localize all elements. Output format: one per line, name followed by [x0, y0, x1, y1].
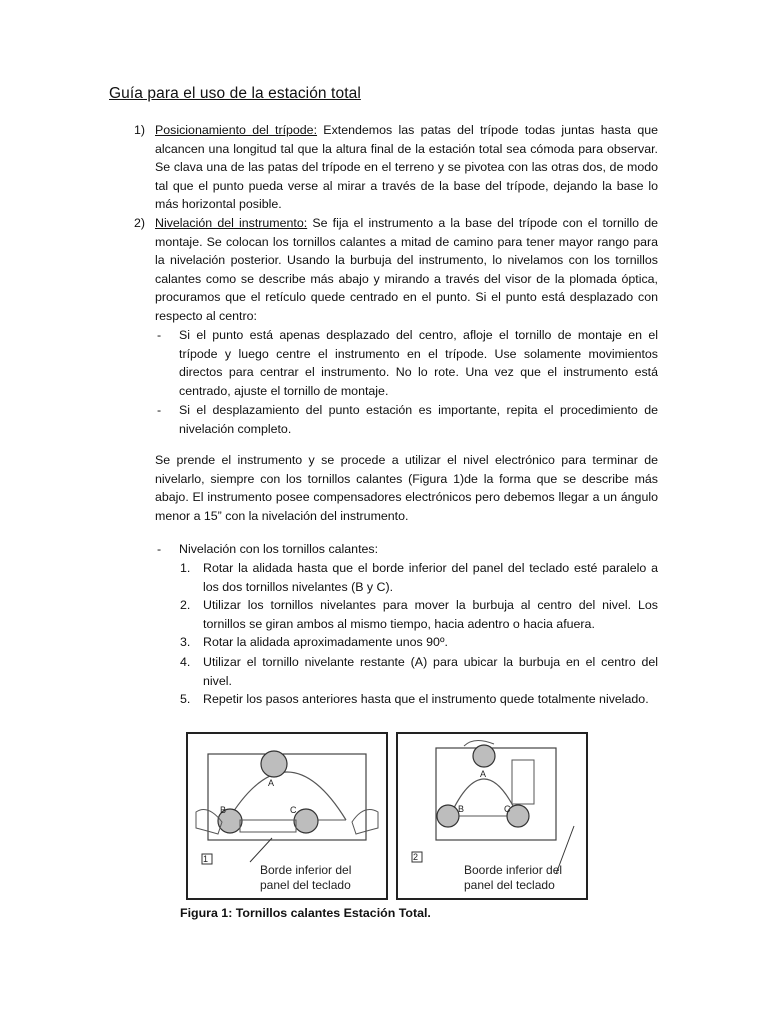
figure-label-line-2: panel del teclado — [464, 878, 555, 892]
screw-label-b: B — [220, 805, 227, 815]
step-number: 1. — [180, 561, 191, 575]
figure-tag: 1 — [203, 854, 209, 864]
screw-label-c: C — [504, 804, 511, 814]
list-item: Si el punto está apenas desplazado del centro, afloje el tornillo de montaje en el trípode y luego centre el instrumento en el trípode. Use solamente movimientos directos para centrar el instrumento. No lo rote. Una vez que el instrumento está centrado, ajuste el tornillo de montaje. — [179, 328, 658, 398]
screw-label-c: C — [290, 805, 297, 815]
bullet-dash: - — [157, 328, 162, 342]
step-number: 2. — [180, 598, 191, 612]
figure-label-line-2: panel del teclado — [260, 878, 351, 892]
screw-label-b: B — [458, 804, 465, 814]
figure-caption: Figura 1: Tornillos calantes Estación Total. — [180, 906, 431, 920]
figure-tag: 2 — [413, 852, 419, 862]
figure-panel-2 — [396, 732, 588, 900]
page-title: Guía para el uso de la estación total — [109, 85, 361, 102]
figure-panel-1 — [186, 732, 388, 900]
screw-label-a: A — [480, 769, 487, 779]
list-item: Utilizar los tornillos nivelantes para mover la burbuja al centro del nivel. Los tornillos se giran ambos al mismo tiempo, hacia adentro o hacia afuera. — [203, 598, 658, 631]
item-text: Extendemos las patas del trípode todas juntas hasta que alcancen una longitud tal que la altura final de la estación total sea cómoda para observar. Se clava una de las patas del trípode en el terreno y se pivotea con las otras dos, de modo tal que el punto pueda verse al mirar a través de la base del trípode, dejando la base lo más horizontal posible. — [155, 123, 658, 212]
list-item — [155, 214, 658, 326]
list-item: Rotar la alidada aproximadamente unos 90º. — [203, 635, 448, 649]
item-heading: Nivelación del instrumento: — [155, 216, 308, 230]
step-number: 5. — [180, 692, 191, 706]
sublist-title: Nivelación con los tornillos calantes: — [179, 542, 379, 556]
list-item: Si el desplazamiento del punto estación es importante, repita el procedimiento de nivelación completo. — [179, 403, 658, 436]
step-number: 3. — [180, 635, 191, 649]
body-paragraph: Se prende el instrumento y se procede a utilizar el nivel electrónico para terminar de nivelarlo, siempre con los tornillos calantes (Figura 1)de la forma que se describe más abajo. El instrumento posee compensadores electrónicos pero debemos llegar a un ángulo menor a 15” con la nivelación del instrumento. — [155, 453, 658, 523]
item-number: 1) — [134, 123, 146, 137]
list-item: Repetir los pasos anteriores hasta que el instrumento quede totalmente nivelado. — [203, 692, 649, 706]
item-number: 2) — [134, 216, 146, 230]
item-heading: Posicionamiento del trípode: — [155, 123, 318, 137]
list-item: Rotar la alidada hasta que el borde inferior del panel del teclado esté paralelo a los dos tornillos nivelantes (B y C). — [203, 561, 658, 594]
bullet-dash: - — [157, 403, 162, 417]
list-item — [155, 121, 658, 214]
figure-label-line-1: Borde inferior del — [260, 863, 352, 877]
item-text: Se fija el instrumento a la base del trípode con el tornillo de montaje. Se colocan los tornillos calantes a mitad de camino para tener mayor rango para la nivelación posterior. Usando la burbuja del instrumento, lo nivelamos con los tornillos calantes como se describe más abajo y mirando a través del visor de la plomada óptica, procuramos que el retículo quede centrado en el punto. Si el punto está desplazado con respecto al centro: — [155, 216, 658, 323]
bullet-dash: - — [157, 542, 162, 556]
step-number: 4. — [180, 655, 191, 669]
figure-label-line-1: Boorde inferior del — [464, 863, 563, 877]
list-item: Utilizar el tornillo nivelante restante (A) para ubicar la burbuja en el centro del nivel. — [203, 655, 658, 688]
screw-label-a: A — [268, 778, 275, 788]
